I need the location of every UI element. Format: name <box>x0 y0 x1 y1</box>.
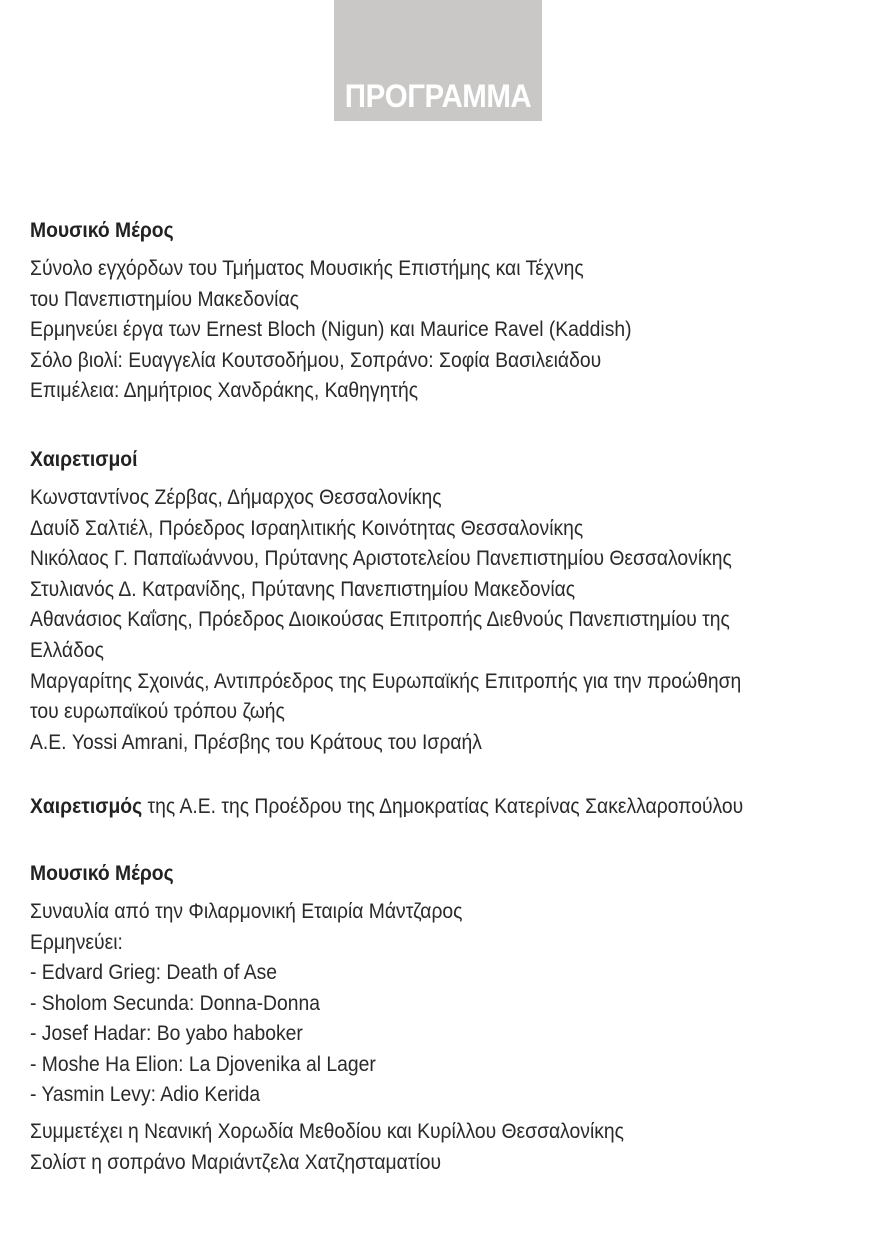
text-line <box>30 792 860 823</box>
page-title: ΠΡΟΓΡΑΜΜΑ <box>344 78 532 114</box>
text-line: Αθανάσιος Καΐσης, Πρόεδρος Διοικούσας Επιτροπής Διεθνούς Πανεπιστημίου της <box>30 608 730 632</box>
section-greetings <box>30 443 860 758</box>
section-heading: Μουσικό Μέρος <box>30 219 174 242</box>
text-line: Ερμηνεύει έργα των Ernest Bloch (Nigun) και Maurice Ravel (Kaddish) <box>30 318 632 342</box>
text-line: Συναυλία από την Φιλαρμονική Εταιρία Μάντζαρος <box>30 899 463 923</box>
text-line: Επιμέλεια: Δημήτριος Χανδράκης, Καθηγητής <box>30 379 419 403</box>
text-line: Μαργαρίτης Σχοινάς, Αντιπρόεδρος της Ευρωπαϊκής Επιτροπής για την προώθηση <box>30 669 742 693</box>
text-line: Στυλιανός Δ. Κατρανίδης, Πρύτανης Πανεπιστημίου Μακεδονίας <box>30 577 576 601</box>
section-president-greeting <box>30 792 860 823</box>
text-line: Νικόλαος Γ. Παπαϊωάννου, Πρύτανης Αριστοτελείου Πανεπιστημίου Θεσσαλονίκης <box>30 547 732 571</box>
piece-item: - Josef Hadar: Bo yabo haboker <box>30 1022 303 1046</box>
text-line: του ευρωπαϊκού τρόπου ζωής <box>30 700 285 724</box>
section-heading: Χαιρετισμοί <box>30 447 138 471</box>
program-content <box>30 214 860 1178</box>
greeting-rest: της Α.Ε. της Προέδρου της Δημοκρατίας Κατερίνας Σακελλαροπούλου <box>142 795 744 819</box>
text-line: Κωνσταντίνος Ζέρβας, Δήμαρχος Θεσσαλονίκης <box>30 485 442 509</box>
title-banner <box>334 0 542 121</box>
greeting-bold-label: Χαιρετισμός <box>30 795 143 819</box>
text-line: Σύνολο εγχόρδων του Τμήματος Μουσικής Επιστήμης και Τέχνης <box>30 257 584 280</box>
section-music-part-2 <box>30 857 860 1178</box>
section-music-part-1 <box>30 214 860 407</box>
text-line: Σολίστ η σοπράνο Μαριάντζελα Χατζησταματίου <box>30 1150 442 1174</box>
text-line: Δαυίδ Σαλτιέλ, Πρόεδρος Ισραηλιτικής Κοινότητας Θεσσαλονίκης <box>30 516 584 540</box>
text-line: Συμμετέχει η Νεανική Χορωδία Μεθοδίου και Κυρίλλου Θεσσαλονίκης <box>30 1120 624 1144</box>
text-line: του Πανεπιστημίου Μακεδονίας <box>30 287 299 311</box>
piece-item: - Sholom Secunda: Donna-Donna <box>30 991 320 1015</box>
piece-item: - Edvard Grieg: Death of Ase <box>30 961 277 985</box>
text-line: Ελλάδος <box>30 638 104 662</box>
text-line: Ερμηνεύει: <box>30 930 123 954</box>
piece-item: - Moshe Ha Elion: La Djovenika al Lager <box>30 1052 376 1076</box>
text-line: Α.Ε. Yossi Amrani, Πρέσβης του Κράτους του Ισραήλ <box>30 730 482 754</box>
piece-item: - Yasmin Levy: Adio Kerida <box>30 1083 261 1107</box>
text-line: Σόλο βιολί: Ευαγγελία Κουτσοδήμου, Σοπράνο: Σοφία Βασιλειάδου <box>30 348 602 372</box>
section-heading: Μουσικό Μέρος <box>30 861 174 885</box>
